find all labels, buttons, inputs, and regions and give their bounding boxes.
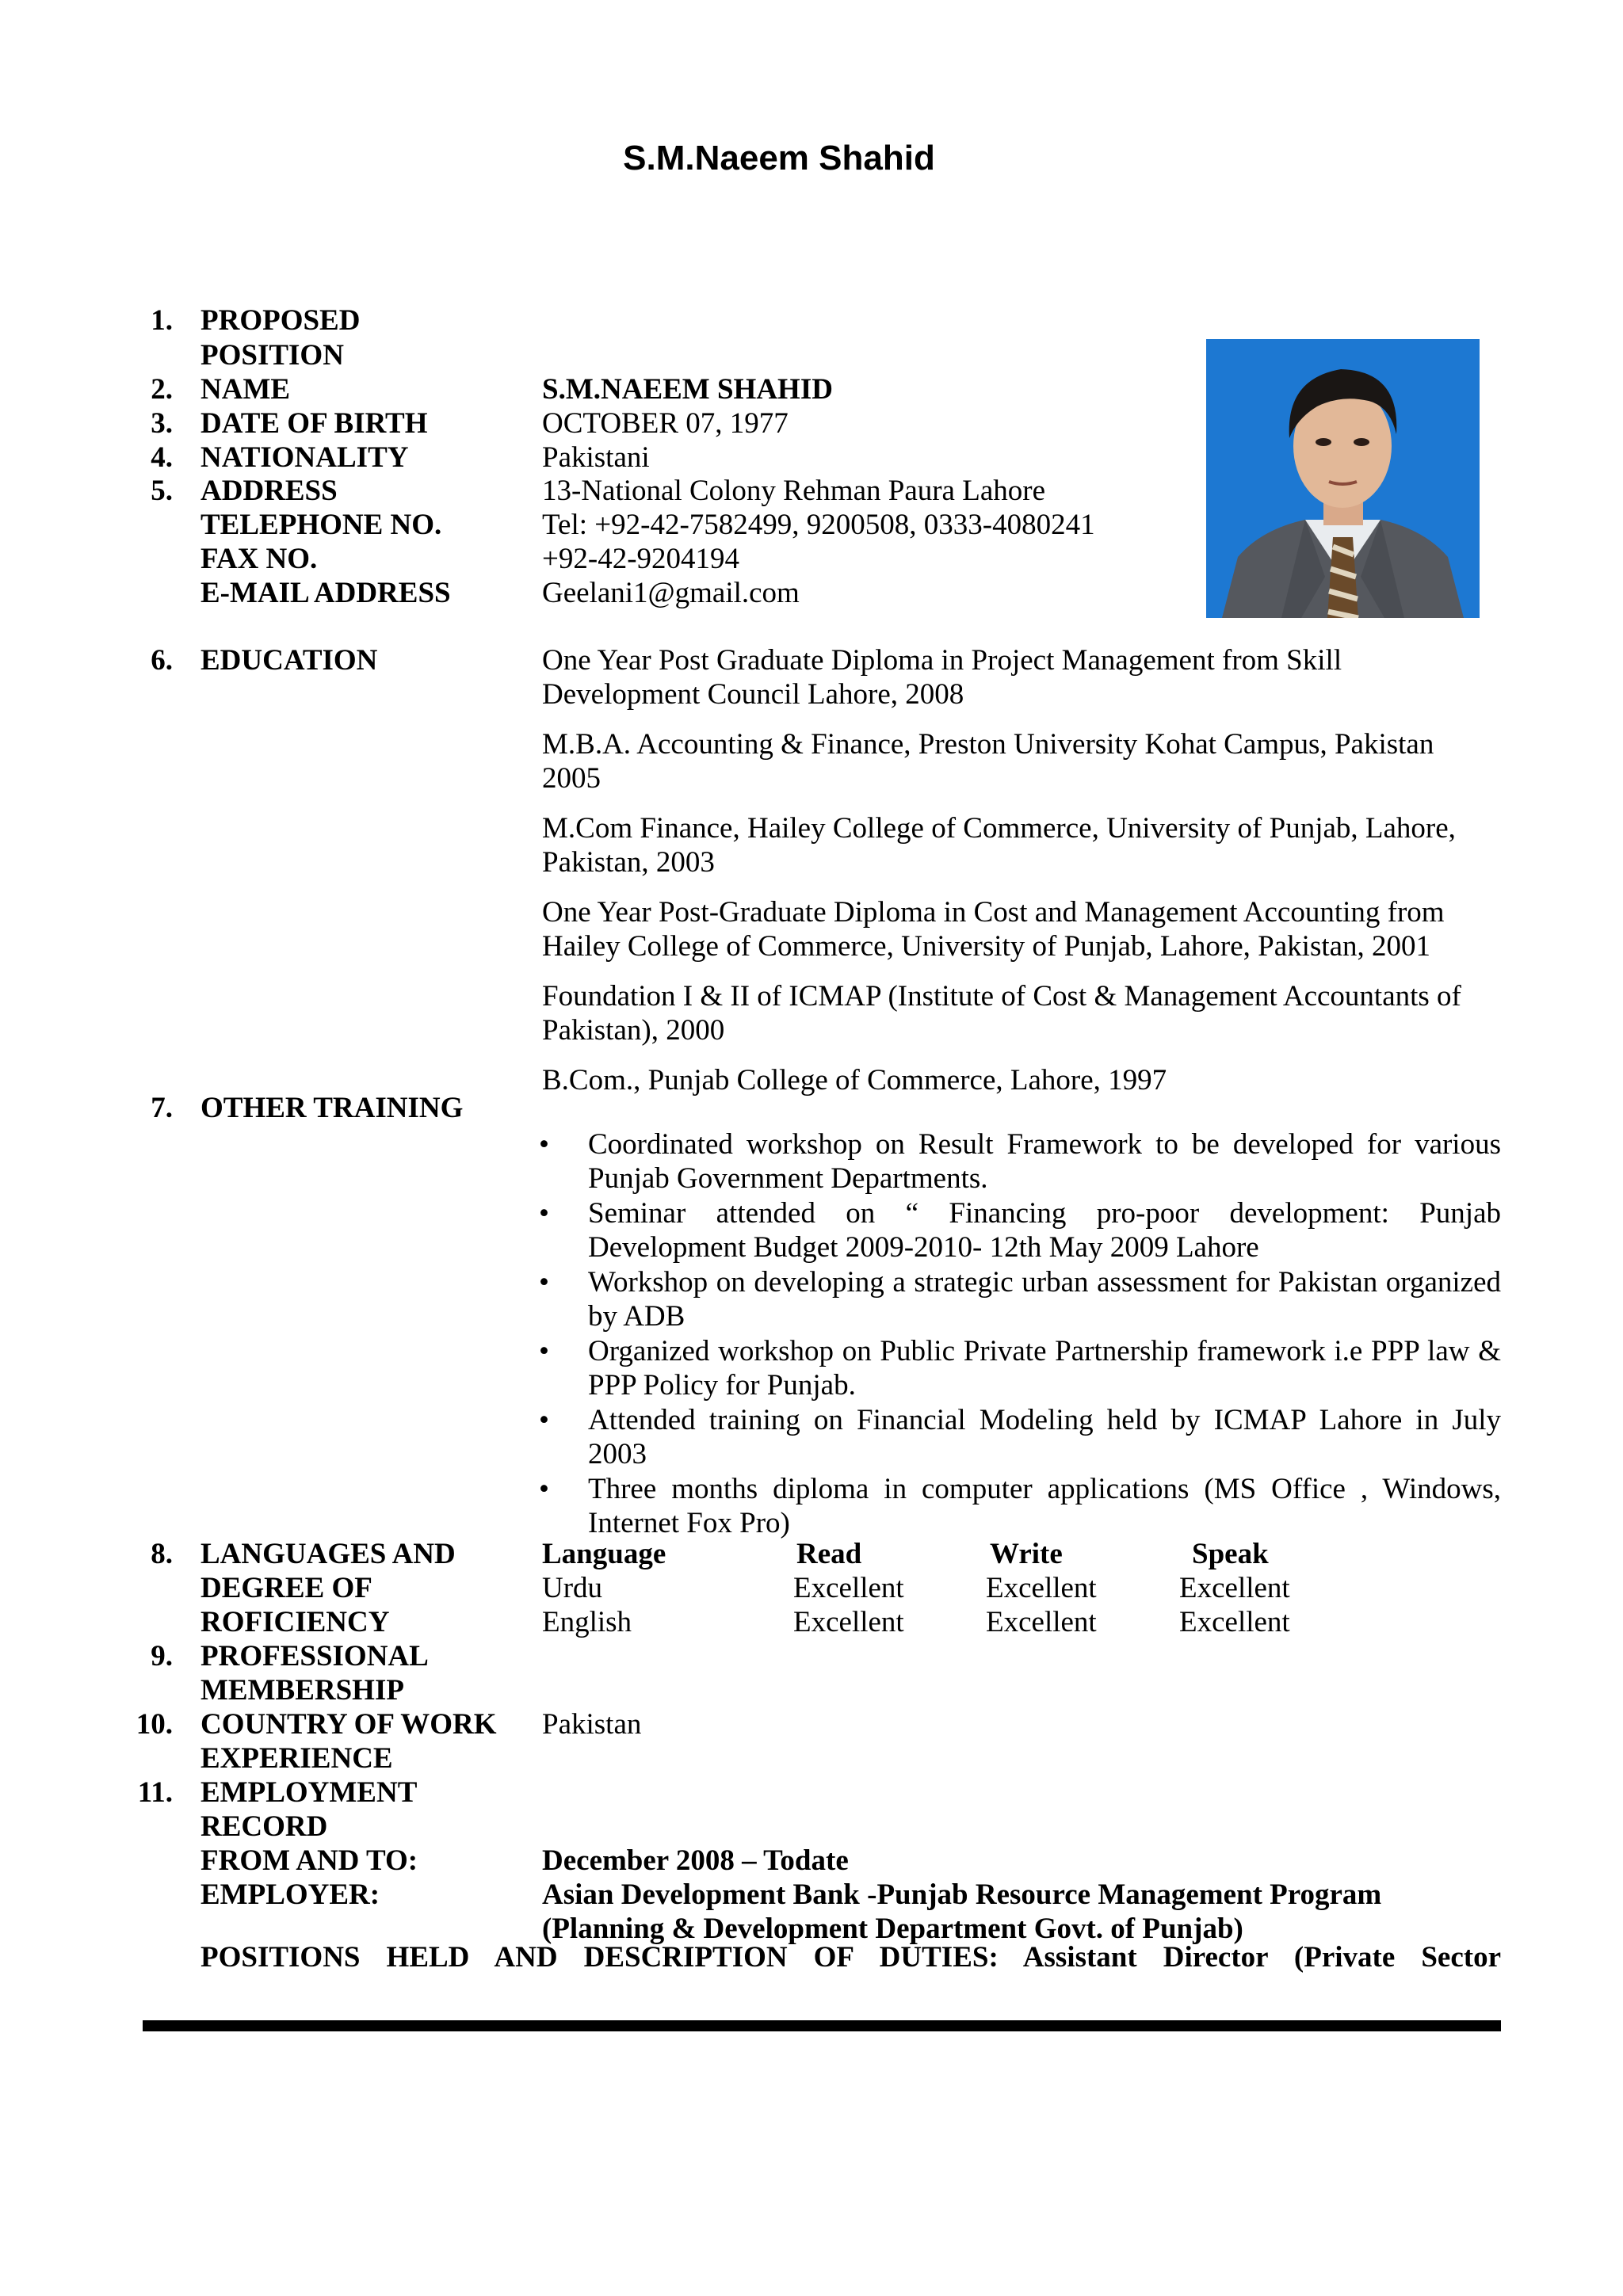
section-label: DEGREE OF bbox=[200, 1572, 372, 1604]
language-header: Speak bbox=[1192, 1538, 1269, 1570]
language-cell: Excellent bbox=[793, 1606, 904, 1638]
employer-label: EMPLOYER: bbox=[200, 1878, 380, 1911]
person-portrait-icon bbox=[1206, 339, 1480, 618]
bullet-icon: • bbox=[539, 1197, 549, 1230]
section-label: COUNTRY OF WORK bbox=[200, 1708, 497, 1741]
section-label: ADDRESS bbox=[200, 475, 338, 507]
language-cell: Excellent bbox=[1179, 1572, 1290, 1604]
section-label: ROFICIENCY bbox=[200, 1606, 390, 1638]
education-entry: B.Com., Punjab College of Commerce, Lahore, 1997 bbox=[542, 1064, 1167, 1097]
section-label: EXPERIENCE bbox=[200, 1742, 393, 1775]
section-label: OTHER TRAINING bbox=[200, 1092, 464, 1124]
bullet-icon: • bbox=[539, 1128, 549, 1161]
training-item: • Coordinated workshop on Result Framework to be developed for various Punjab Government Departments. bbox=[539, 1128, 1501, 1195]
name-value: S.M.NAEEM SHAHID bbox=[542, 373, 833, 406]
language-cell: Urdu bbox=[542, 1572, 603, 1604]
section-label: PROPOSED bbox=[200, 304, 361, 337]
section-number: 9. bbox=[151, 1640, 173, 1672]
education-entry: M.Com Finance, Hailey College of Commerce, University of Punjab, Lahore, bbox=[542, 812, 1456, 845]
section-number: 4. bbox=[151, 441, 173, 474]
telephone-label: TELEPHONE NO. bbox=[200, 509, 442, 541]
language-cell: English bbox=[542, 1606, 632, 1638]
address-value: 13-National Colony Rehman Paura Lahore bbox=[542, 475, 1045, 507]
section-number: 5. bbox=[151, 475, 173, 507]
section-label: MEMBERSHIP bbox=[200, 1674, 404, 1707]
education-entry: One Year Post-Graduate Diploma in Cost and Management Accounting from bbox=[542, 896, 1445, 929]
nationality-value: Pakistani bbox=[542, 441, 650, 474]
section-label: DATE OF BIRTH bbox=[200, 407, 428, 440]
section-label: RECORD bbox=[200, 1810, 328, 1843]
education-entry: Pakistan), 2000 bbox=[542, 1014, 725, 1047]
telephone-value: Tel: +92-42-7582499, 9200508, 0333-4080241 bbox=[542, 509, 1095, 541]
training-item: • Workshop on developing a strategic urban assessment for Pakistan organized by ADB bbox=[539, 1266, 1501, 1333]
section-number: 2. bbox=[151, 373, 173, 406]
section-label: EDUCATION bbox=[200, 644, 378, 677]
education-entry: Hailey College of Commerce, University of Punjab, Lahore, Pakistan, 2001 bbox=[542, 930, 1431, 963]
education-entry: Foundation I & II of ICMAP (Institute of Cost & Management Accountants of bbox=[542, 980, 1461, 1013]
section-number: 6. bbox=[151, 644, 173, 677]
education-entry: 2005 bbox=[542, 762, 601, 795]
training-item: • Organized workshop on Public Private Partnership framework i.e PPP law & PPP Policy for Punjab. bbox=[539, 1335, 1501, 1402]
education-entry: Pakistan, 2003 bbox=[542, 846, 715, 879]
language-header: Write bbox=[990, 1538, 1063, 1570]
from-to-label: FROM AND TO: bbox=[200, 1844, 418, 1877]
section-label: PROFESSIONAL bbox=[200, 1640, 429, 1672]
fax-label: FAX NO. bbox=[200, 543, 318, 575]
language-cell: Excellent bbox=[1179, 1606, 1290, 1638]
section-label: EMPLOYMENT bbox=[200, 1776, 418, 1809]
education-entry: Development Council Lahore, 2008 bbox=[542, 678, 964, 711]
training-item: • Three months diploma in computer applications (MS Office , Windows, Internet Fox Pro) bbox=[539, 1473, 1501, 1539]
language-header: Read bbox=[796, 1538, 862, 1570]
positions-held: POSITIONS HELD AND DESCRIPTION OF DUTIES: Assistant Director (Private Sector bbox=[200, 1941, 1501, 1974]
bullet-icon: • bbox=[539, 1335, 549, 1367]
education-entry: M.B.A. Accounting & Finance, Preston University Kohat Campus, Pakistan bbox=[542, 728, 1434, 761]
email-label: E-MAIL ADDRESS bbox=[200, 577, 451, 609]
education-entry: One Year Post Graduate Diploma in Project Management from Skill bbox=[542, 644, 1342, 677]
section-label: NATIONALITY bbox=[200, 441, 409, 474]
language-cell: Excellent bbox=[986, 1606, 1097, 1638]
bullet-icon: • bbox=[539, 1404, 549, 1436]
language-cell: Excellent bbox=[986, 1572, 1097, 1604]
bullet-icon: • bbox=[539, 1266, 549, 1299]
training-item: • Attended training on Financial Modeling held by ICMAP Lahore in July 2003 bbox=[539, 1404, 1501, 1470]
profile-photo bbox=[1206, 339, 1480, 618]
section-label: LANGUAGES AND bbox=[200, 1538, 456, 1570]
training-list bbox=[539, 1127, 1501, 1541]
fax-value: +92-42-9204194 bbox=[542, 543, 740, 575]
bullet-icon: • bbox=[539, 1473, 549, 1505]
section-label: NAME bbox=[200, 373, 291, 406]
section-label: POSITION bbox=[200, 339, 344, 372]
dob-value: OCTOBER 07, 1977 bbox=[542, 407, 789, 440]
section-number: 1. bbox=[151, 304, 173, 337]
section-number: 8. bbox=[151, 1538, 173, 1570]
document-title: S.M.Naeem Shahid bbox=[623, 139, 935, 177]
country-value: Pakistan bbox=[542, 1708, 642, 1741]
employer-value: Asian Development Bank -Punjab Resource Management Program bbox=[542, 1878, 1382, 1911]
language-header: Language bbox=[542, 1538, 666, 1570]
from-to-value: December 2008 – Todate bbox=[542, 1844, 849, 1877]
employer-value: (Planning & Development Department Govt. of Punjab) bbox=[542, 1913, 1243, 1945]
email-value: Geelani1@gmail.com bbox=[542, 577, 800, 609]
section-number: 7. bbox=[151, 1092, 173, 1124]
language-cell: Excellent bbox=[793, 1572, 904, 1604]
page-divider bbox=[143, 2020, 1501, 2031]
section-number: 10. bbox=[136, 1708, 173, 1741]
training-item: • Seminar attended on “ Financing pro-poor development: Punjab Development Budget 2009-2010- 12th May 2009 Lahore bbox=[539, 1197, 1501, 1264]
section-number: 11. bbox=[137, 1776, 173, 1809]
section-number: 3. bbox=[151, 407, 173, 440]
